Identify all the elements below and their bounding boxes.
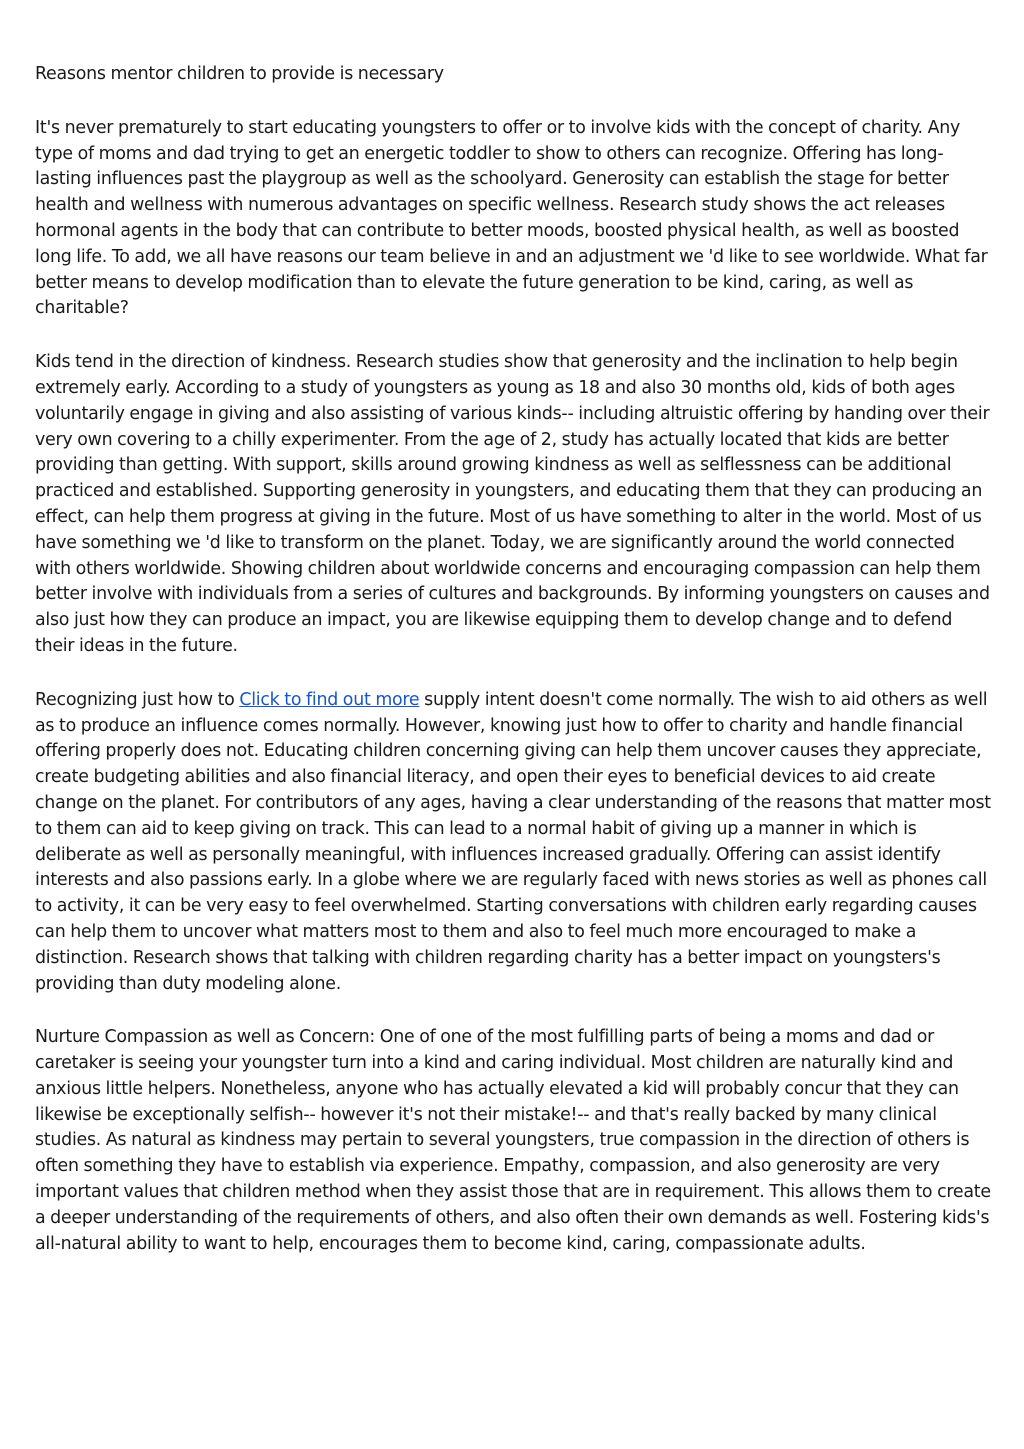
document-title: Reasons mentor children to provide is necessary — [35, 64, 444, 84]
paragraph-3 — [35, 688, 991, 998]
paragraph-4: Nurture Compassion as well as Concern: One of one of the most fulfilling parts of being a moms and dad or caretaker is seeing your youngster turn into a kind and caring individual. Most children are naturally kind and anxious little helpers. Nonetheless, anyone who has actually elevated a kid will probably concur that they can likewise be exceptionally selfish-- however it's not their mistake!-- and that's really backed by many clinical studies. As natural as kindness may pertain to several youngsters, true compassion in the direction of others is often something they have to establish via experience. Empathy, compassion, and also generosity are very important values that children method when they assist those that are in requirement. This allows them to create a deeper understanding of the requirements of others, and also often their own demands as well. Fostering kids's all-natural ability to want to help, encourages them to become kind, caring, compassionate adults. — [35, 1027, 991, 1254]
paragraph-3-text-start: Recognizing just how to — [35, 689, 240, 710]
find-out-more-link[interactable]: Click to find out more — [239, 689, 420, 710]
paragraph-1: It's never prematurely to start educating youngsters to offer or to involve kids with the concept of charity. Any type of moms and dad trying to get an energetic toddler to show to others can recognize. Offering has long-lasting influences past the playgroup as well as the schoolyard. Generosity can establish the stage for better health and wellness with numerous advantages on specific wellness. Research study shows the act releases hormonal agents in the body that can contribute to better moods, boosted physical health, as well as boosted long life. To add, we all have reasons our team believe in and an adjustment we 'd like to see worldwide. What far better means to develop modification than to elevate the future generation to be kind, caring, as well as charitable? — [35, 117, 988, 319]
paragraph-3-text-end: supply intent doesn't come normally. The wish to aid others as well as to produce an influence comes normally. However, knowing just how to offer to charity and handle financial offering properly does not. Educating children concerning giving can help them uncover causes they appreciate, create budgeting abilities and also financial literacy, and open their eyes to beneficial devices to aid create change on the planet. For contributors of any ages, having a clear understanding of the reasons that matter most to them can aid to keep giving on track. This can lead to a normal habit of giving up a manner in which is deliberate as well as personally meaningful, with influences increased gradually. Offering can assist identify interests and also passions early. In a globe where we are regularly faced with news stories as well as phones call to activity, it can be very easy to feel overwhelmed. Starting conversations with children early regarding causes can help them to uncover what matters most to them and also to feel much more encouraged to make a distinction. Research shows that talking with children regarding charity has a better impact on youngsters's providing than duty modeling alone. — [35, 689, 991, 994]
paragraph-2: Kids tend in the direction of kindness. Research studies show that generosity and the inclination to help begin extremely early. According to a study of youngsters as young as 18 and also 30 months old, kids of both ages voluntarily engage in giving and also assisting of various kinds-- including altruistic offering by handing over their very own covering to a chilly experimenter. From the age of 2, study has actually located that kids are better providing than getting. With support, skills around growing kindness as well as selflessness can be additional practiced and established. Supporting generosity in youngsters, and educating them that they can producing an effect, can help them progress at giving in the future. Most of us have something to alter in the world. Most of us have something we 'd like to transform on the planet. Today, we are significantly around the world connected with others worldwide. Showing children about worldwide concerns and encouraging compassion can help them better involve with individuals from a series of cultures and backgrounds. By informing youngsters on causes and also just how they can produce an impact, you are likewise equipping them to develop change and to defend their ideas in the future. — [35, 352, 990, 656]
document-page — [35, 62, 991, 1285]
